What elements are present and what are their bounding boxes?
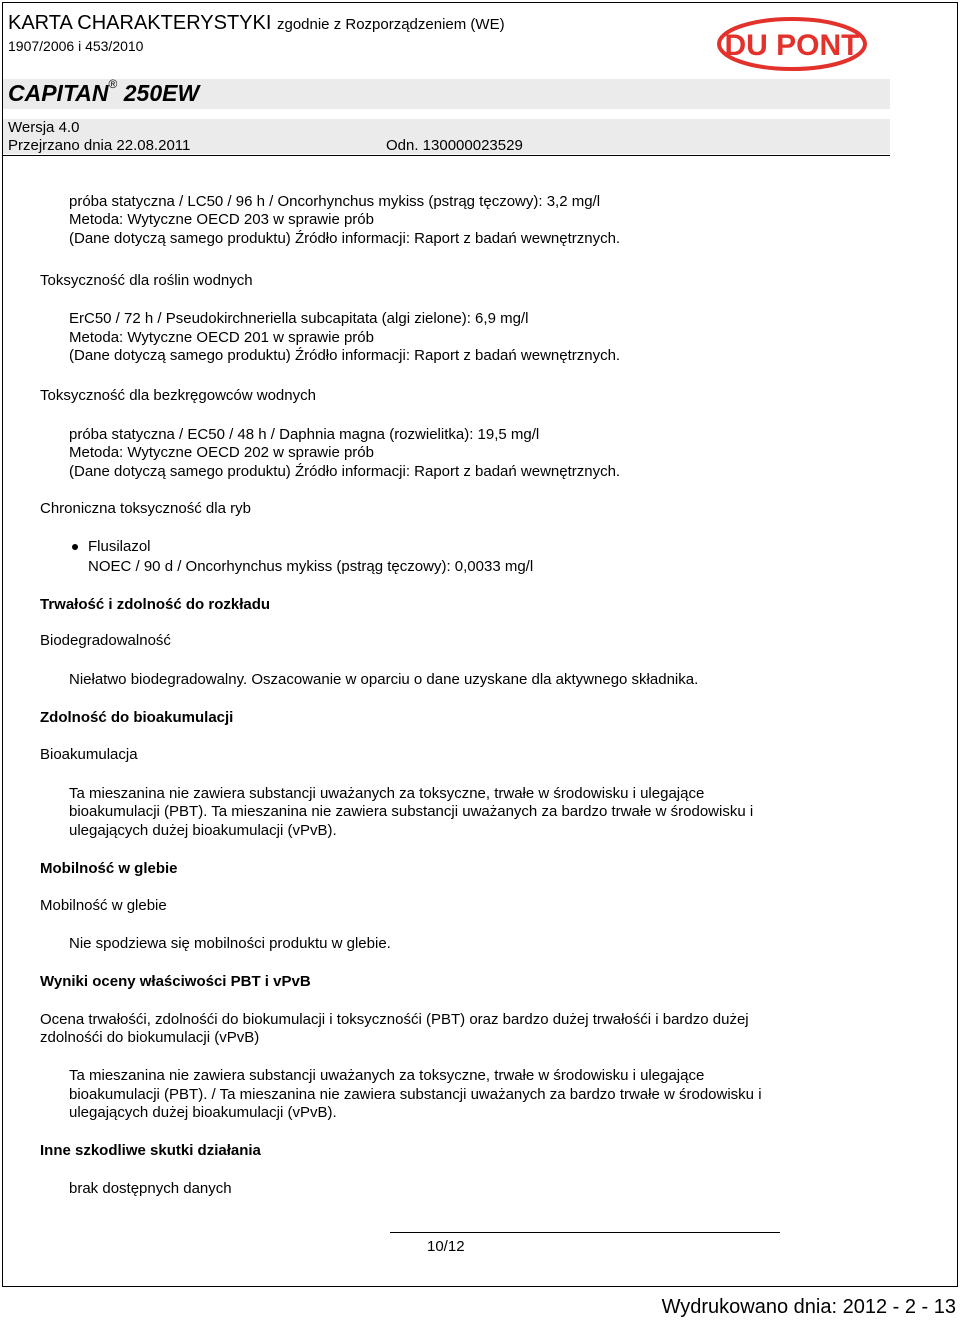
- document-title: [8, 12, 505, 35]
- dupont-logo: [716, 16, 868, 72]
- title-sub: zgodnie z Rozporządzeniem (WE): [276, 16, 505, 33]
- registered-mark: ®: [108, 77, 118, 92]
- title-main: KARTA CHARAKTERYSTYKI: [8, 12, 272, 34]
- header-divider: [3, 155, 890, 156]
- chronic-fish-result: NOEC / 90 d / Oncorhynchus mykiss (pstrąg tęczowy): 0,0033 mg/l: [88, 558, 534, 575]
- plants-method: Metoda: Wytyczne OECD 201 w sprawie prób: [69, 329, 374, 346]
- invertebrates-heading: Toksyczność dla bezkręgowców wodnych: [40, 387, 316, 404]
- other-effects-section-title: Inne szkodliwe skutki działania: [40, 1142, 261, 1159]
- biodegradability-heading: Biodegradowalność: [40, 632, 171, 649]
- bioaccumulation-heading: Bioakumulacja: [40, 746, 138, 763]
- plants-result: ErC50 / 72 h / Pseudokirchneriella subcapitata (algi zielone): 6,9 mg/l: [69, 310, 529, 327]
- product-name: CAPITAN® 250EW: [8, 77, 200, 106]
- biodegradability-text: Niełatwo biodegradowalny. Oszacowanie w oparciu o dane uzyskane dla aktywnego składnika.: [69, 671, 699, 688]
- pbt-section-title: Wyniki oceny właściwości PBT i vPvB: [40, 973, 311, 990]
- invertebrates-method: Metoda: Wytyczne OECD 202 w sprawie prób: [69, 444, 374, 461]
- reference-number: Odn. 130000023529: [386, 137, 523, 154]
- pbt-text-1: Ta mieszanina nie zawiera substancji uważanych za toksyczne, trwałe w środowisku i ulegające: [69, 1067, 705, 1084]
- logo-text: DU PONT: [724, 29, 860, 62]
- bioaccumulation-text-1: Ta mieszanina nie zawiera substancji uważanych za toksyczne, trwałe w środowisku i ulegające: [69, 785, 705, 802]
- bullet-icon: [72, 544, 78, 550]
- bioaccumulation-section-title: Zdolność do bioakumulacji: [40, 709, 234, 726]
- other-effects-text: brak dostępnych danych: [69, 1180, 232, 1197]
- page-number: 10/12: [427, 1238, 465, 1255]
- fish-acute-source: (Dane dotyczą samego produktu) Źródło informacji: Raport z badań wewnętrznych.: [69, 230, 621, 247]
- substance-name: Flusilazol: [88, 538, 151, 555]
- persistence-section-title: Trwałość i zdolność do rozkładu: [40, 596, 271, 613]
- fish-acute-method: Metoda: Wytyczne OECD 203 w sprawie prób: [69, 211, 374, 228]
- pbt-assessment-2: zdolnośći do biokumulacji (vPvB): [40, 1029, 260, 1046]
- mobility-section-title: Mobilność w glebie: [40, 860, 178, 877]
- mobility-text: Nie spodziewa się mobilności produktu w glebie.: [69, 935, 391, 952]
- plants-heading: Toksyczność dla roślin wodnych: [40, 272, 253, 289]
- invertebrates-result: próba statyczna / EC50 / 48 h / Daphnia magna (rozwielitka): 19,5 mg/l: [69, 426, 540, 443]
- revision-date: Przejrzano dnia 22.08.2011: [8, 137, 191, 154]
- plants-source: (Dane dotyczą samego produktu) Źródło informacji: Raport z badań wewnętrznych.: [69, 347, 621, 364]
- print-date: Wydrukowano dnia: 2012 - 2 - 13: [661, 1296, 956, 1318]
- regulation-number: 1907/2006 i 453/2010: [8, 38, 144, 54]
- pbt-text-3: ulegających dużej bioakumulacji (vPvB).: [69, 1104, 337, 1121]
- bioaccumulation-text-2: bioakumulacji (PBT). Ta mieszanina nie zawiera substancji uważanych za bardzo trwałe w środowisku i: [69, 803, 754, 820]
- version: Wersja 4.0: [8, 119, 80, 136]
- pbt-assessment-1: Ocena trwałośći, zdolnośći do biokumulacji i toksycznośći (PBT) oraz bardzo dużej trwałośći i bardzo dużej: [40, 1011, 749, 1028]
- bioaccumulation-text-3: ulegających dużej bioakumulacji (vPvB).: [69, 822, 337, 839]
- fish-acute-result: próba statyczna / LC50 / 96 h / Oncorhynchus mykiss (pstrąg tęczowy): 3,2 mg/l: [69, 193, 601, 210]
- mobility-heading: Mobilność w glebie: [40, 897, 167, 914]
- invertebrates-source: (Dane dotyczą samego produktu) Źródło informacji: Raport z badań wewnętrznych.: [69, 463, 621, 480]
- pbt-text-2: bioakumulacji (PBT). / Ta mieszanina nie zawiera substancji uważanych za bardzo trwałe w środowisku i: [69, 1086, 762, 1103]
- chronic-fish-heading: Chroniczna toksyczność dla ryb: [40, 500, 251, 517]
